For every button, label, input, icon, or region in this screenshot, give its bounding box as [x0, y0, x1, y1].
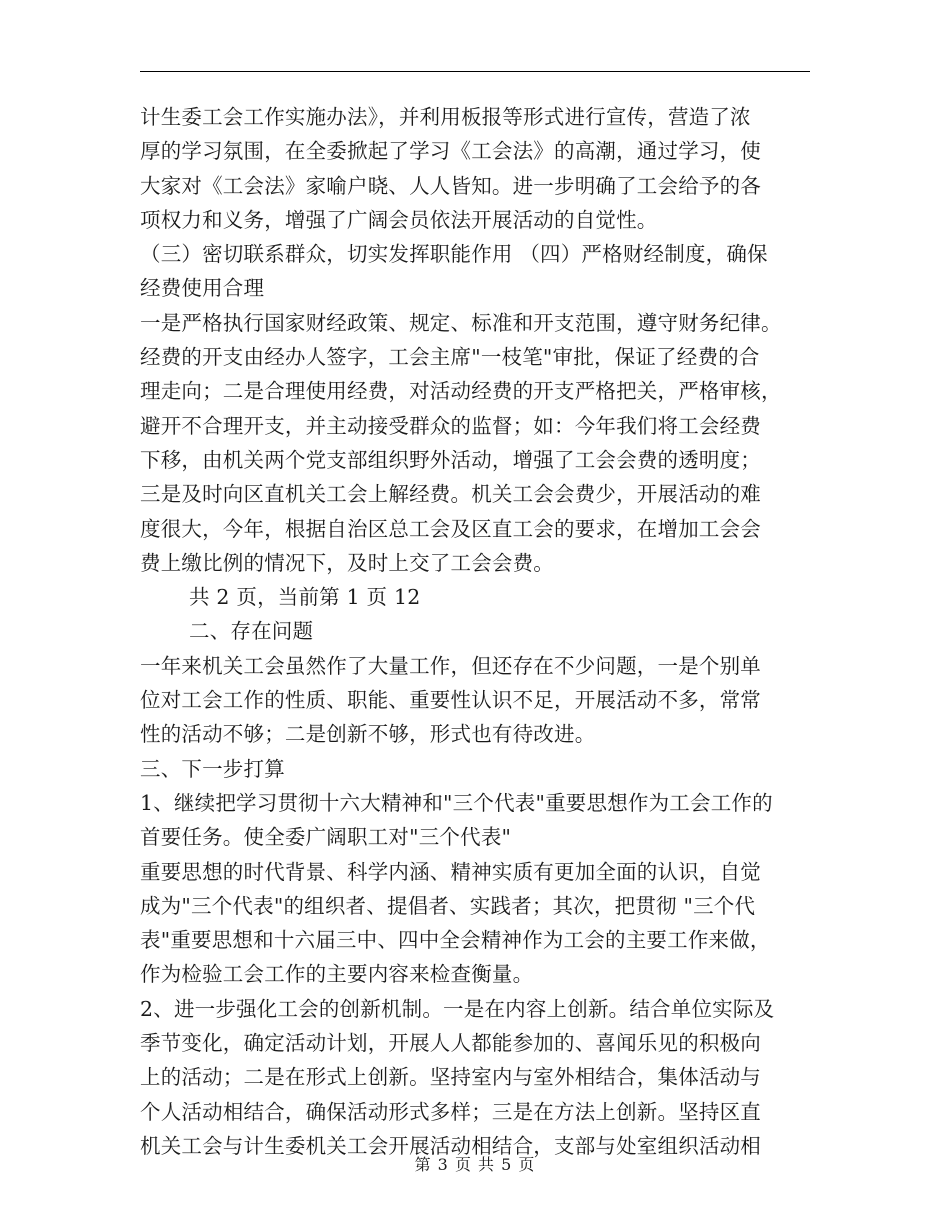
text-line: 季节变化，确定活动计划，开展人人都能参加的、喜闻乐见的积极向	[140, 1031, 761, 1056]
text-line: 位对工会工作的性质、职能、重要性认识不足，开展活动不多，常常	[140, 688, 761, 713]
section-heading: （三）密切联系群众，切实发挥职能作用 （四）严格财经制度，确保	[140, 242, 768, 267]
text-line: 计生委工会工作实施办法》，并利用板报等形式进行宣传，营造了浓	[140, 105, 751, 129]
text-line: 上的活动；二是在形式上创新。坚持室内与室外相结合，集体活动与	[140, 1065, 761, 1090]
text-line: 表"重要思想和十六届三中、四中全会精神作为工会的主要工作来做，	[140, 928, 771, 953]
text-line: 项权力和义务，增强了广阔会员依法开展活动的自觉性。	[140, 207, 658, 232]
text-line: 厚的学习氛围，在全委掀起了学习《工会法》的高潮，通过学习，使	[140, 139, 761, 164]
text-line: 下移，由机关两个党支部组织野外活动，增强了工会会费的透明度；	[140, 447, 761, 472]
section-heading-cont: 经费使用合理	[140, 276, 265, 301]
text-line: 机关工会与计生委机关工会开展活动相结合，支部与处室组织活动相	[140, 1133, 761, 1158]
text-line: 费上缴比例的情况下，及时上交了工会会费。	[140, 550, 554, 575]
section-heading: 三、下一步打算	[140, 756, 285, 781]
text-line: 2、进一步强化工会的创新机制。一是在内容上创新。结合单位实际及	[140, 996, 775, 1021]
page-footer: 第 3 页 共 5 页	[414, 1155, 536, 1174]
text-line: 作为检验工会工作的主要内容来检查衡量。	[140, 962, 534, 987]
text-line: 三是及时向区直机关工会上解经费。机关工会会费少，开展活动的难	[140, 482, 761, 507]
text-line: 度很大，今年，根据自治区总工会及区直工会的要求，在增加工会会	[140, 516, 761, 541]
section-heading: 二、存在问题	[189, 619, 314, 644]
text-line: 经费的开支由经办人签字，工会主席"一枝笔"审批，保证了经费的合	[140, 345, 760, 370]
text-line: 1、继续把学习贯彻十六大精神和"三个代表"重要思想作为工会工作的	[140, 790, 773, 815]
text-line: 成为"三个代表"的组织者、提倡者、实践者；其次，把贯彻 "三个代	[140, 893, 756, 918]
text-line: 首要任务。使全委广阔职工对"三个代表"	[140, 825, 512, 850]
header-rule	[140, 71, 810, 72]
text-line: 避开不合理开支，并主动接受群众的监督；如：今年我们将工会经费	[140, 413, 761, 438]
page-indicator: 共 2 页，当前第 1 页 12	[189, 585, 421, 610]
text-line: 一是严格执行国家财经政策、规定、标准和开支范围，遵守财务纪律。	[140, 310, 782, 335]
text-line: 一年来机关工会虽然作了大量工作，但还存在不少问题，一是个别单	[140, 653, 761, 678]
text-line: 个人活动相结合，确保活动形式多样；三是在方法上创新。坚持区直	[140, 1099, 761, 1124]
text-line: 重要思想的时代背景、科学内涵、精神实质有更加全面的认识，自觉	[140, 859, 761, 884]
text-line: 性的活动不够；二是创新不够，形式也有待改进。	[140, 722, 596, 747]
text-line: 大家对《工会法》家喻户晓、人人皆知。进一步明确了工会给予的各	[140, 173, 761, 198]
text-line: 理走向；二是合理使用经费，对活动经费的开支严格把关，严格审核，	[140, 379, 782, 404]
document-body	[140, 100, 815, 1163]
